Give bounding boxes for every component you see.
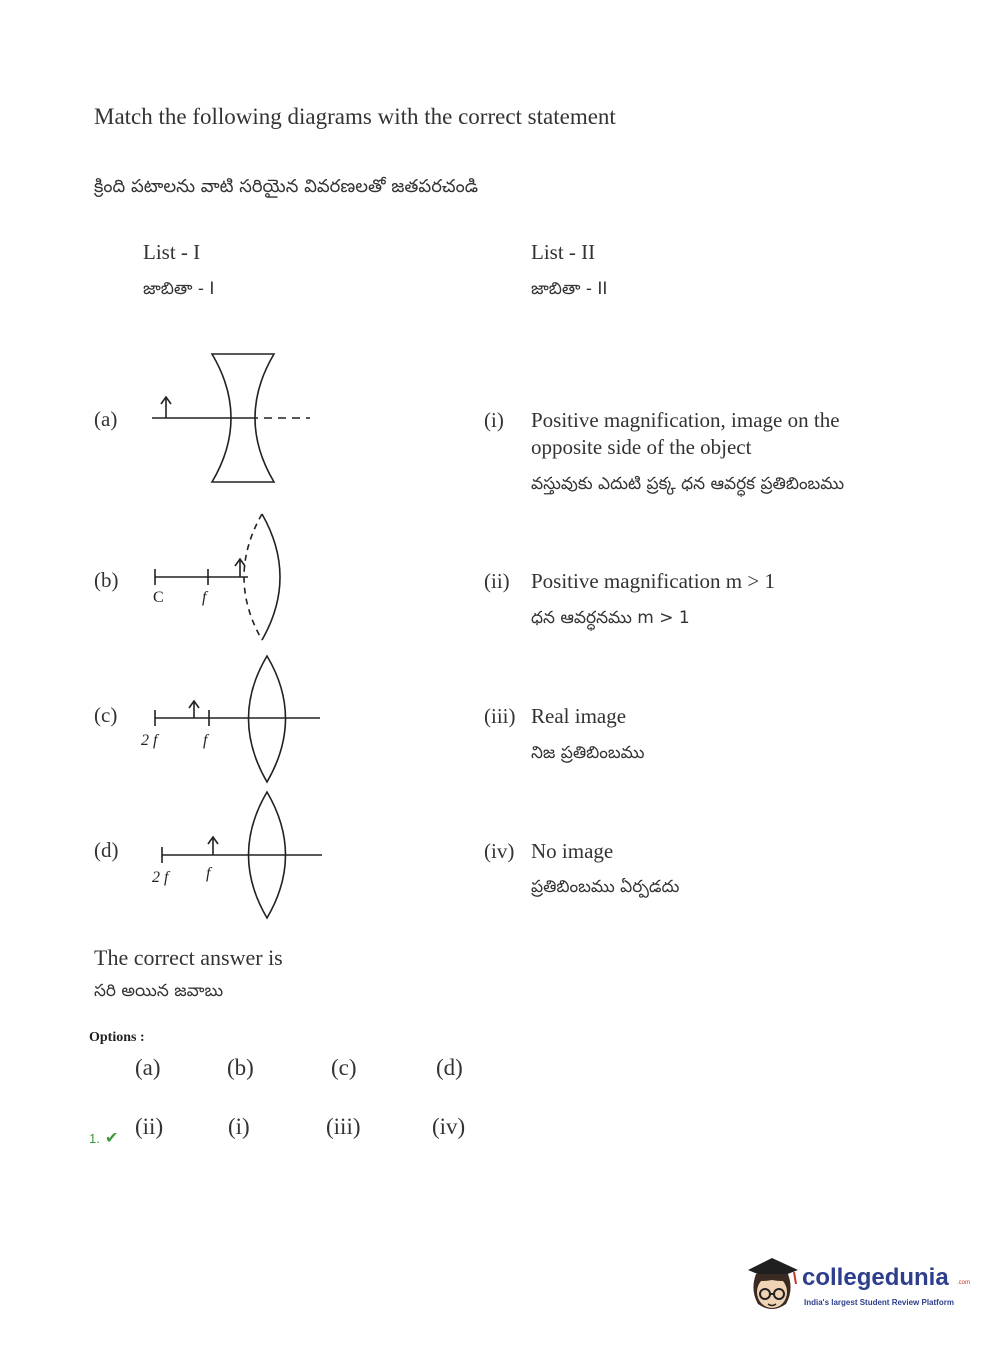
- brand-name: collegedunia: [802, 1264, 949, 1291]
- diagram-c-label: (c): [94, 703, 118, 727]
- statement-i-telugu: వస్తువుకు ఎదుటి ప్రక్క ధన ఆవర్ధక ప్రతిబింబము: [531, 474, 845, 494]
- diagram-b-mirror: [155, 514, 280, 640]
- point-f-label-d: f: [206, 865, 211, 882]
- option-1-value-a: (ii): [135, 1114, 164, 1139]
- statement-ii-telugu: ధన ఆవర్ధనము m > 1: [531, 608, 690, 628]
- option-header-c: (c): [331, 1055, 357, 1080]
- mascot-icon: [742, 1250, 802, 1312]
- diagram-c-convex-lens: [155, 656, 320, 782]
- statement-i-line1: Positive magnification, image on the: [531, 408, 840, 432]
- list1-heading: List - I: [143, 240, 201, 264]
- statement-i-text: [531, 407, 891, 461]
- correct-check-icon: ✔: [104, 1128, 119, 1147]
- diagram-d-convex-lens: [162, 792, 322, 918]
- question-text-telugu: క్రింది పటాలను వాటి సరియైన వివరణలతో జతపరచండి: [94, 176, 479, 197]
- statement-iv-telugu: ప్రతిబింబము ఏర్పడదు: [531, 877, 680, 897]
- answer-prompt-telugu: సరి అయిన జవాబు: [94, 981, 224, 1001]
- diagram-a-concave-lens: [152, 354, 310, 482]
- option-header-b: (b): [227, 1055, 254, 1080]
- point-f-label-c: f: [203, 732, 208, 749]
- list2-heading: List - II: [531, 240, 596, 264]
- option-1-value-b: (i): [228, 1114, 250, 1139]
- statement-ii-number: (ii): [484, 569, 510, 593]
- option-1-value-c: (iii): [326, 1114, 361, 1139]
- diagram-d-label: (d): [94, 838, 119, 862]
- list2-heading-telugu: జాబితా - II: [531, 279, 608, 299]
- point-c-label-b: C: [153, 589, 164, 606]
- statement-i-number: (i): [484, 408, 504, 432]
- option-header-d: (d): [436, 1055, 463, 1080]
- list1-heading-telugu: జాబితా - I: [143, 279, 215, 299]
- option-1-value-d: (iv): [432, 1114, 466, 1139]
- statement-iii-text: Real image: [531, 704, 627, 728]
- options-label: Options :: [89, 1030, 145, 1045]
- diagram-b-label: (b): [94, 568, 119, 592]
- option-header-a: (a): [135, 1055, 161, 1080]
- option-row-1[interactable]: [89, 1128, 118, 1147]
- question-text-english: Match the following diagrams with the correct statement: [94, 104, 616, 129]
- brand-suffix: .com: [957, 1280, 971, 1286]
- answer-prompt-english: The correct answer is: [94, 945, 283, 970]
- statement-iv-text: No image: [531, 839, 614, 863]
- point-2f-label-c: 2 f: [141, 732, 158, 749]
- statement-iv-number: (iv): [484, 839, 515, 863]
- option-number: 1.: [89, 1131, 100, 1146]
- statement-iii-telugu: నిజ ప్రతిబింబము: [531, 743, 645, 763]
- diagram-a-label: (a): [94, 407, 118, 431]
- point-2f-label-d: 2 f: [152, 869, 169, 886]
- collegedunia-logo: [742, 1250, 972, 1316]
- brand-tagline: India's largest Student Review Platform: [804, 1298, 954, 1307]
- statement-i-line2: opposite side of the object: [531, 435, 752, 459]
- statement-iii-number: (iii): [484, 704, 516, 728]
- point-f-label-b: f: [202, 589, 207, 606]
- statement-ii-text: Positive magnification m > 1: [531, 569, 775, 593]
